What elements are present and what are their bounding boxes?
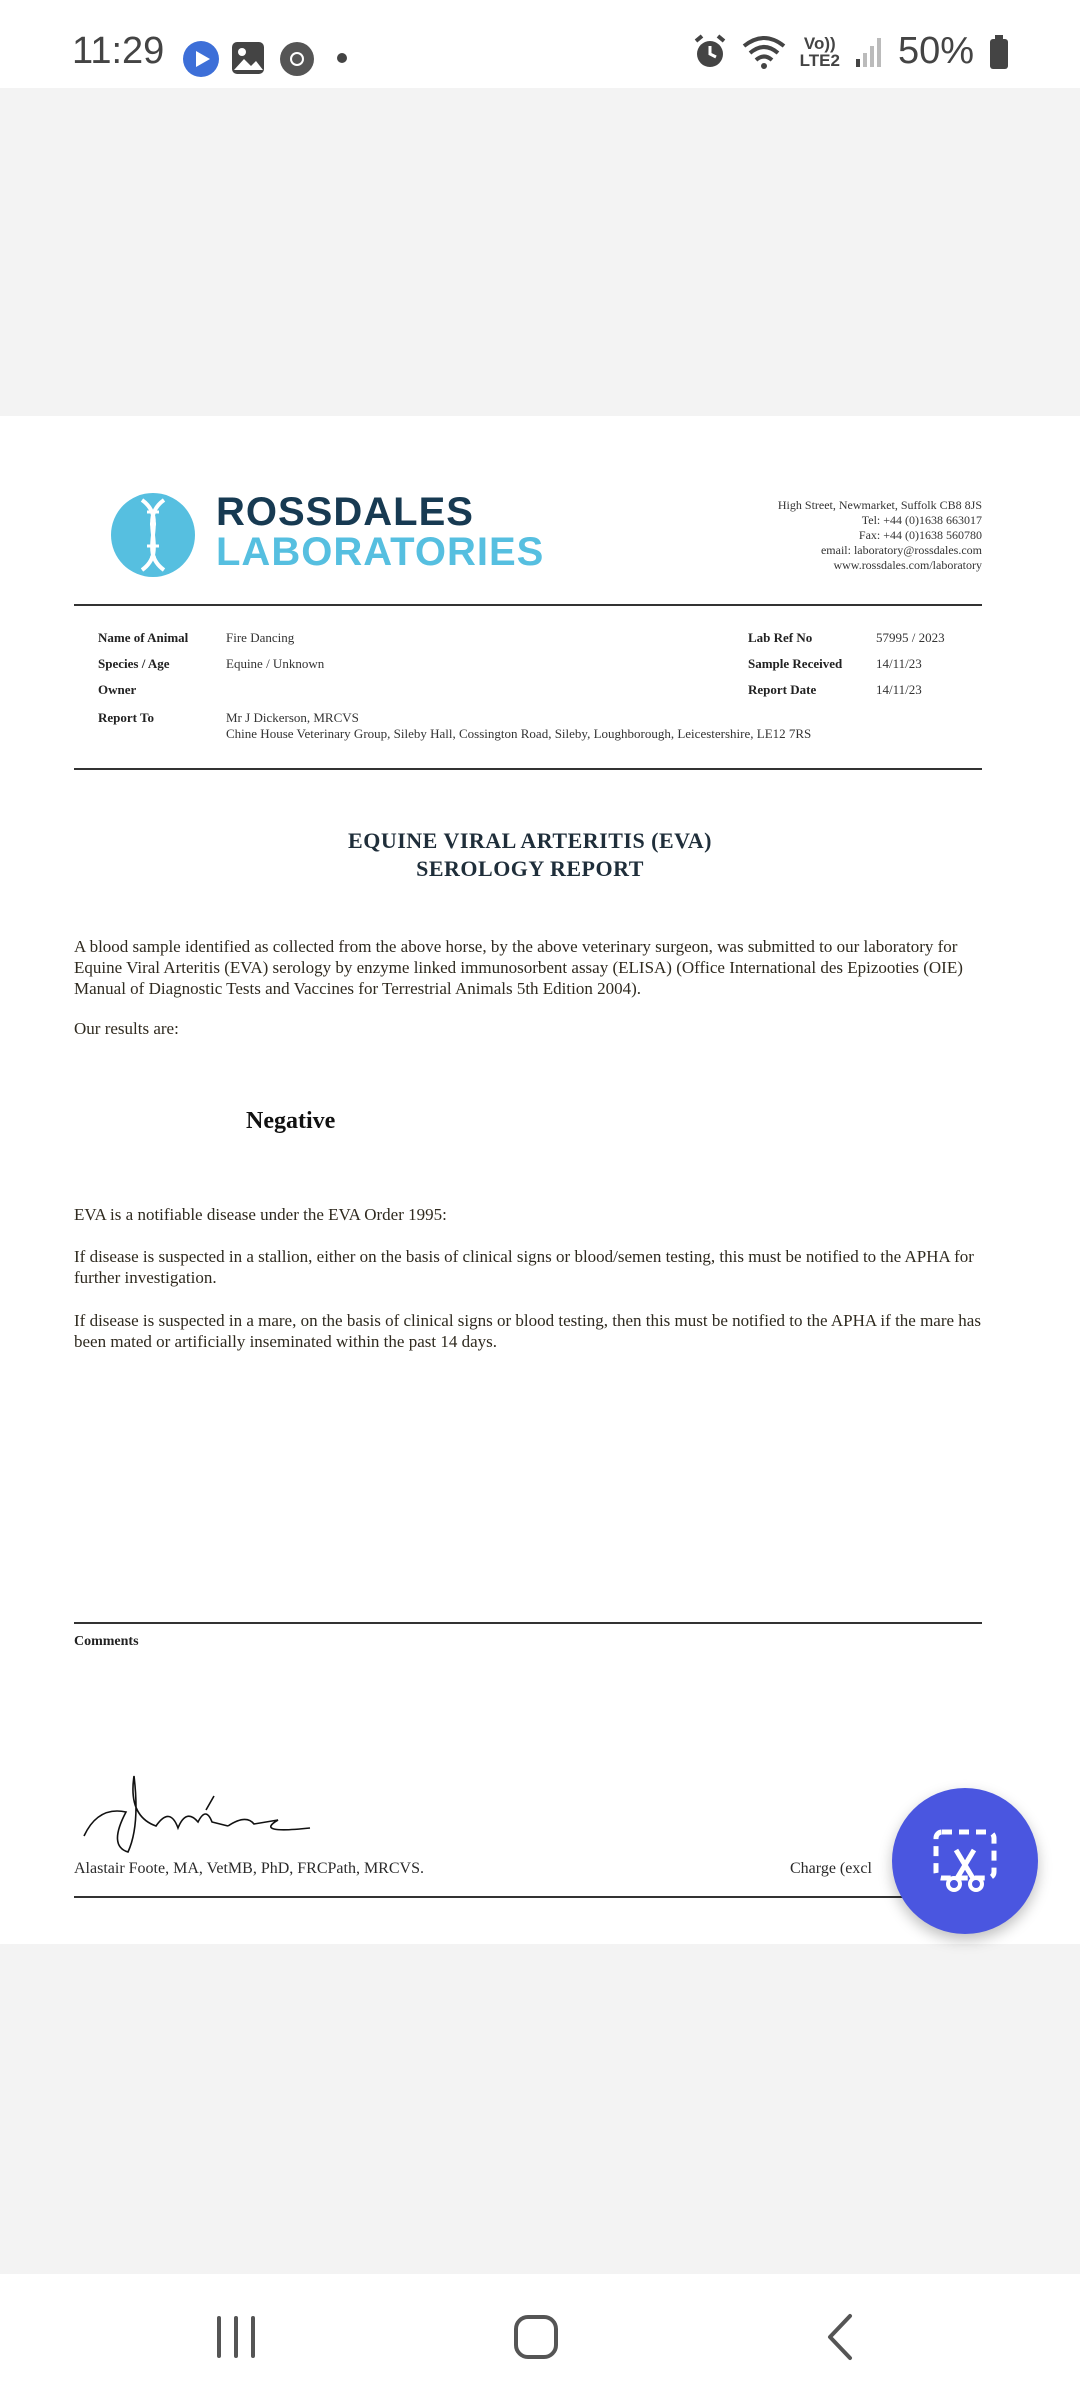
chrome-icon bbox=[278, 40, 316, 78]
home-icon bbox=[511, 2312, 561, 2362]
address-line: Fax: +44 (0)1638 560780 bbox=[858, 528, 982, 542]
notice-mare-paragraph: If disease is suspected in a mare, on the basis of clinical signs or blood testing, then this must be notified to the APHA if the mare has been mated or artificially inseminated within the past 14 days. bbox=[74, 1311, 981, 1351]
gallery-icon bbox=[230, 40, 266, 76]
notice-paragraph: EVA is a notifiable disease under the EVA Order 1995: bbox=[74, 1205, 447, 1224]
species-value: Equine / Unknown bbox=[226, 656, 325, 671]
back-icon bbox=[820, 2312, 860, 2362]
report-title-line1: EQUINE VIRAL ARTERITIS (EVA) bbox=[348, 828, 712, 853]
battery-percent: 50% bbox=[897, 30, 974, 72]
logo-line1: ROSSDALES bbox=[216, 490, 474, 534]
labref-value: 57995 / 2023 bbox=[876, 630, 945, 645]
owner-label: Owner bbox=[98, 682, 137, 697]
report-to-line2: Chine House Veterinary Group, Sileby Hall, Cossington Road, Sileby, Loughborough, Leicestershire, LE12 7RS bbox=[226, 726, 812, 741]
charge-label: Charge (excl bbox=[790, 1860, 872, 1877]
name-value: Fire Dancing bbox=[226, 630, 295, 645]
labref-label: Lab Ref No bbox=[748, 630, 813, 645]
test-result: Negative bbox=[246, 1108, 336, 1134]
report-date-value: 14/11/23 bbox=[876, 682, 922, 697]
report-to-line1: Mr J Dickerson, MRCVS bbox=[226, 710, 359, 725]
network-label-top: Vo)) bbox=[803, 33, 836, 53]
logo-line2: LABORATORIES bbox=[216, 530, 545, 574]
divider bbox=[74, 1896, 982, 1898]
report-to-label: Report To bbox=[98, 710, 154, 725]
divider bbox=[74, 604, 982, 606]
home-button[interactable] bbox=[496, 2302, 576, 2372]
network-label-bottom: LTE2 bbox=[799, 50, 840, 70]
logo-wordmark bbox=[216, 492, 544, 572]
screenshot-scissors-icon bbox=[930, 1826, 1000, 1896]
dna-logo-icon bbox=[110, 492, 196, 578]
species-label: Species / Age bbox=[98, 656, 170, 671]
screenshot-capture-button[interactable] bbox=[892, 1788, 1038, 1934]
video-app-icon bbox=[182, 40, 220, 78]
notice-stallion-paragraph: If disease is suspected in a stallion, either on the basis of clinical signs or blood/semen testing, this must be notified to the APHA for further investigation. bbox=[74, 1247, 974, 1287]
status-right bbox=[692, 30, 1010, 73]
signer-name: Alastair Foote, MA, VetMB, PhD, FRCPath, MRCVS. bbox=[74, 1860, 424, 1877]
divider bbox=[74, 1622, 982, 1624]
name-label: Name of Animal bbox=[98, 630, 189, 645]
address-line: www.rossdales.com/laboratory bbox=[833, 558, 982, 572]
alarm-icon bbox=[692, 33, 728, 71]
divider bbox=[74, 768, 982, 770]
recents-icon bbox=[211, 2314, 261, 2360]
volte-lte2-icon bbox=[800, 35, 840, 69]
status-bar bbox=[0, 0, 1080, 88]
battery-icon bbox=[988, 34, 1010, 70]
status-time: 11:29 bbox=[72, 30, 165, 72]
dot-icon bbox=[336, 52, 348, 64]
lab-address bbox=[778, 498, 982, 573]
address-line: High Street, Newmarket, Suffolk CB8 8JS bbox=[777, 498, 982, 512]
back-button[interactable] bbox=[800, 2302, 880, 2372]
comments-label: Comments bbox=[74, 1634, 139, 1649]
report-title-line2: SEROLOGY REPORT bbox=[416, 856, 644, 881]
received-label: Sample Received bbox=[748, 656, 843, 671]
results-intro: Our results are: bbox=[74, 1019, 179, 1038]
report-date-label: Report Date bbox=[748, 682, 817, 697]
received-value: 14/11/23 bbox=[876, 656, 922, 671]
recents-button[interactable] bbox=[196, 2302, 276, 2372]
address-line: email: laboratory@rossdales.com bbox=[820, 543, 982, 557]
intro-paragraph: A blood sample identified as collected from the above horse, by the above veterinary surgeon, was submitted to our laboratory for Equine Viral Arteritis (EVA) serology by enzyme linked immunosorbent assay (ELISA) (Office International des Epizooties (OIE) Manual of Diagnostic Tests and Vaccines for Terrestrial Animals 5th Edition 2004). bbox=[74, 937, 963, 998]
signature-image bbox=[78, 1766, 318, 1856]
navigation-bar bbox=[0, 2274, 1080, 2400]
wifi-icon bbox=[742, 34, 786, 70]
address-line: Tel: +44 (0)1638 663017 bbox=[861, 513, 982, 527]
signal-icon bbox=[854, 35, 884, 69]
report-page bbox=[0, 416, 1080, 1944]
